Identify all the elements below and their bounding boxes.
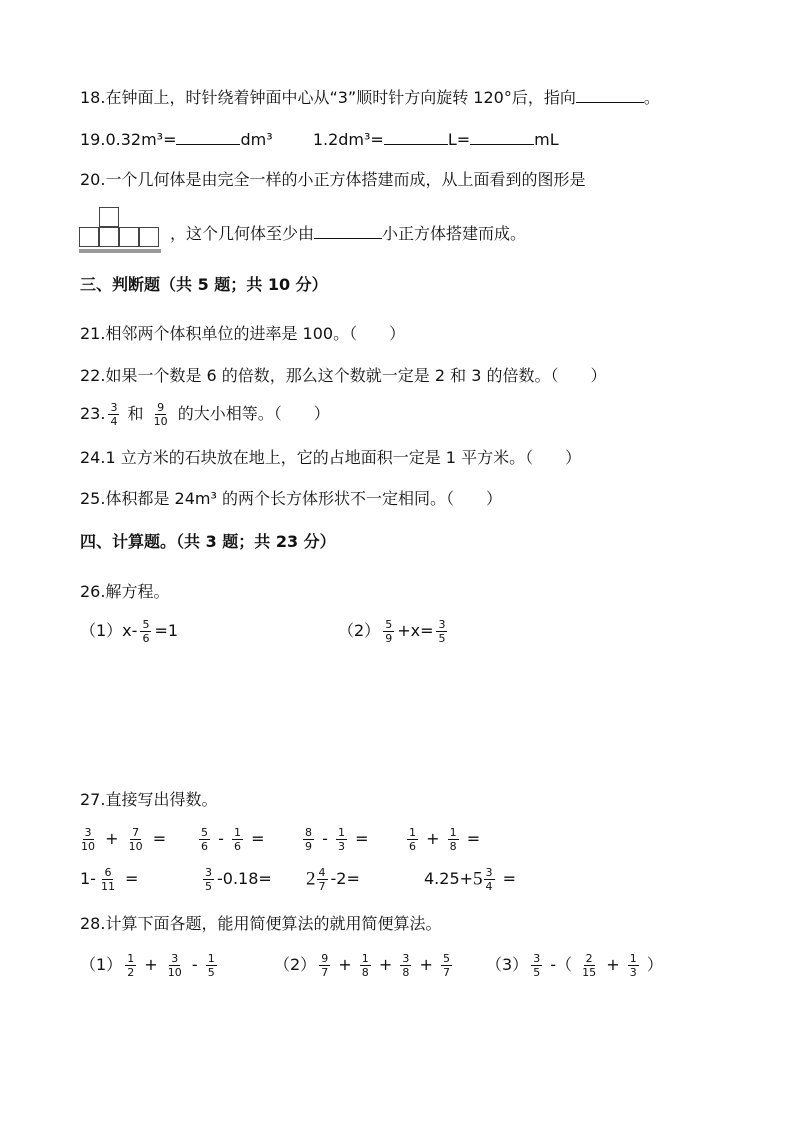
q19-unit-dm3: dm³: [240, 130, 273, 149]
q19-unit-ml: mL: [534, 130, 559, 149]
question-24: 24.1 立方米的石块放在地上，它的占地面积一定是 1 平方米。（ ）: [80, 448, 582, 467]
q27-item-1: $\frac{3}{10}$ + $\frac{7}{10}$ =: [81, 826, 167, 853]
question-26-title: 26.解方程。: [80, 582, 170, 601]
section-4-title: 四、计算题。（共 3 题；共 23 分）: [80, 532, 336, 551]
q27-item-8: 4.25+5 $\frac{3}{4}$ =: [424, 866, 517, 893]
q27-item-6: $\frac{3}{5}$ -0.18=: [205, 866, 272, 893]
q23-fraction-1: $\frac{3}{4}$: [110, 401, 118, 428]
q28-problem-3: （3） $\frac{3}{5}$ -（ $\frac{2}{15}$ + $\frac{1}{3}$ ）: [486, 952, 663, 979]
question-18: [80, 84, 660, 110]
q27-item-3: $\frac{8}{9}$ - $\frac{1}{3}$ =: [305, 826, 369, 853]
question-20-continuation: [170, 220, 526, 246]
q26-equation-2: （2） $\frac{5}{9}$ +x= $\frac{3}{5}$: [338, 618, 446, 645]
q18-text: 18.在钟面上，时针绕着钟面中心从“3”顺时针方向旋转 120°后，指向: [80, 88, 576, 107]
question-21: 21.相邻两个体积单位的进率是 100。（ ）: [80, 324, 406, 343]
q23-text: 的大小相等。（ ）: [177, 404, 330, 423]
q28-problem-2: （2） $\frac{9}{7}$ + $\frac{1}{8}$ + $\frac{3}{8}$ + $\frac{5}{7}$: [274, 952, 450, 979]
q18-tail: 。: [643, 88, 660, 107]
q20-text: 20.一个几何体是由完全一样的小正方体搭建而成，从上面看到的图形是: [80, 170, 586, 189]
q20-answer-blank[interactable]: [314, 220, 382, 239]
q19-blank-dm3[interactable]: [176, 126, 240, 145]
q20-cont2: 小正方体搭建而成。: [382, 224, 527, 243]
q19-unit-l: L=: [447, 130, 471, 149]
top-view-figure: [79, 207, 161, 253]
q27-item-4: $\frac{1}{6}$ + $\frac{1}{8}$ =: [409, 826, 481, 853]
question-27-title: 27.直接写出得数。: [80, 790, 218, 809]
q27-item-7: 2 $\frac{4}{7}$ -2=: [306, 866, 360, 893]
q19-blank-l[interactable]: [384, 126, 448, 145]
q28-problem-1: （1） $\frac{1}{2}$ + $\frac{3}{10}$ - $\frac{1}{5}$: [80, 952, 215, 979]
question-20: [80, 168, 585, 192]
q18-answer-blank[interactable]: [576, 84, 644, 103]
question-19: [80, 126, 559, 152]
q26-equation-1: （1）x- $\frac{5}{6}$ =1: [80, 618, 179, 645]
question-25: 25.体积都是 24m³ 的两个长方体形状不一定相同。（ ）: [80, 489, 502, 508]
section-3-title: 三、判断题（共 5 题；共 10 分）: [80, 275, 328, 294]
question-23: [80, 401, 330, 428]
q23-and: 和: [127, 404, 144, 423]
q19-blank-ml[interactable]: [470, 126, 534, 145]
q27-item-5: 1- $\frac{6}{11}$ =: [80, 866, 139, 893]
question-28-title: 28.计算下面各题，能用简便算法的就用简便算法。: [80, 914, 442, 933]
q19-part1: 19.0.32m³=: [80, 130, 177, 149]
q23-fraction-2: $\frac{9}{10}$: [153, 401, 168, 428]
q19-part2: 1.2dm³=: [312, 130, 384, 149]
q20-cont1: ，这个几何体至少由: [170, 224, 315, 243]
q27-item-2: $\frac{5}{6}$ - $\frac{1}{6}$ =: [201, 826, 265, 853]
question-22: 22.如果一个数是 6 的倍数，那么这个数就一定是 2 和 3 的倍数。（ ）: [80, 366, 607, 385]
q23-prefix: 23.: [80, 404, 106, 423]
